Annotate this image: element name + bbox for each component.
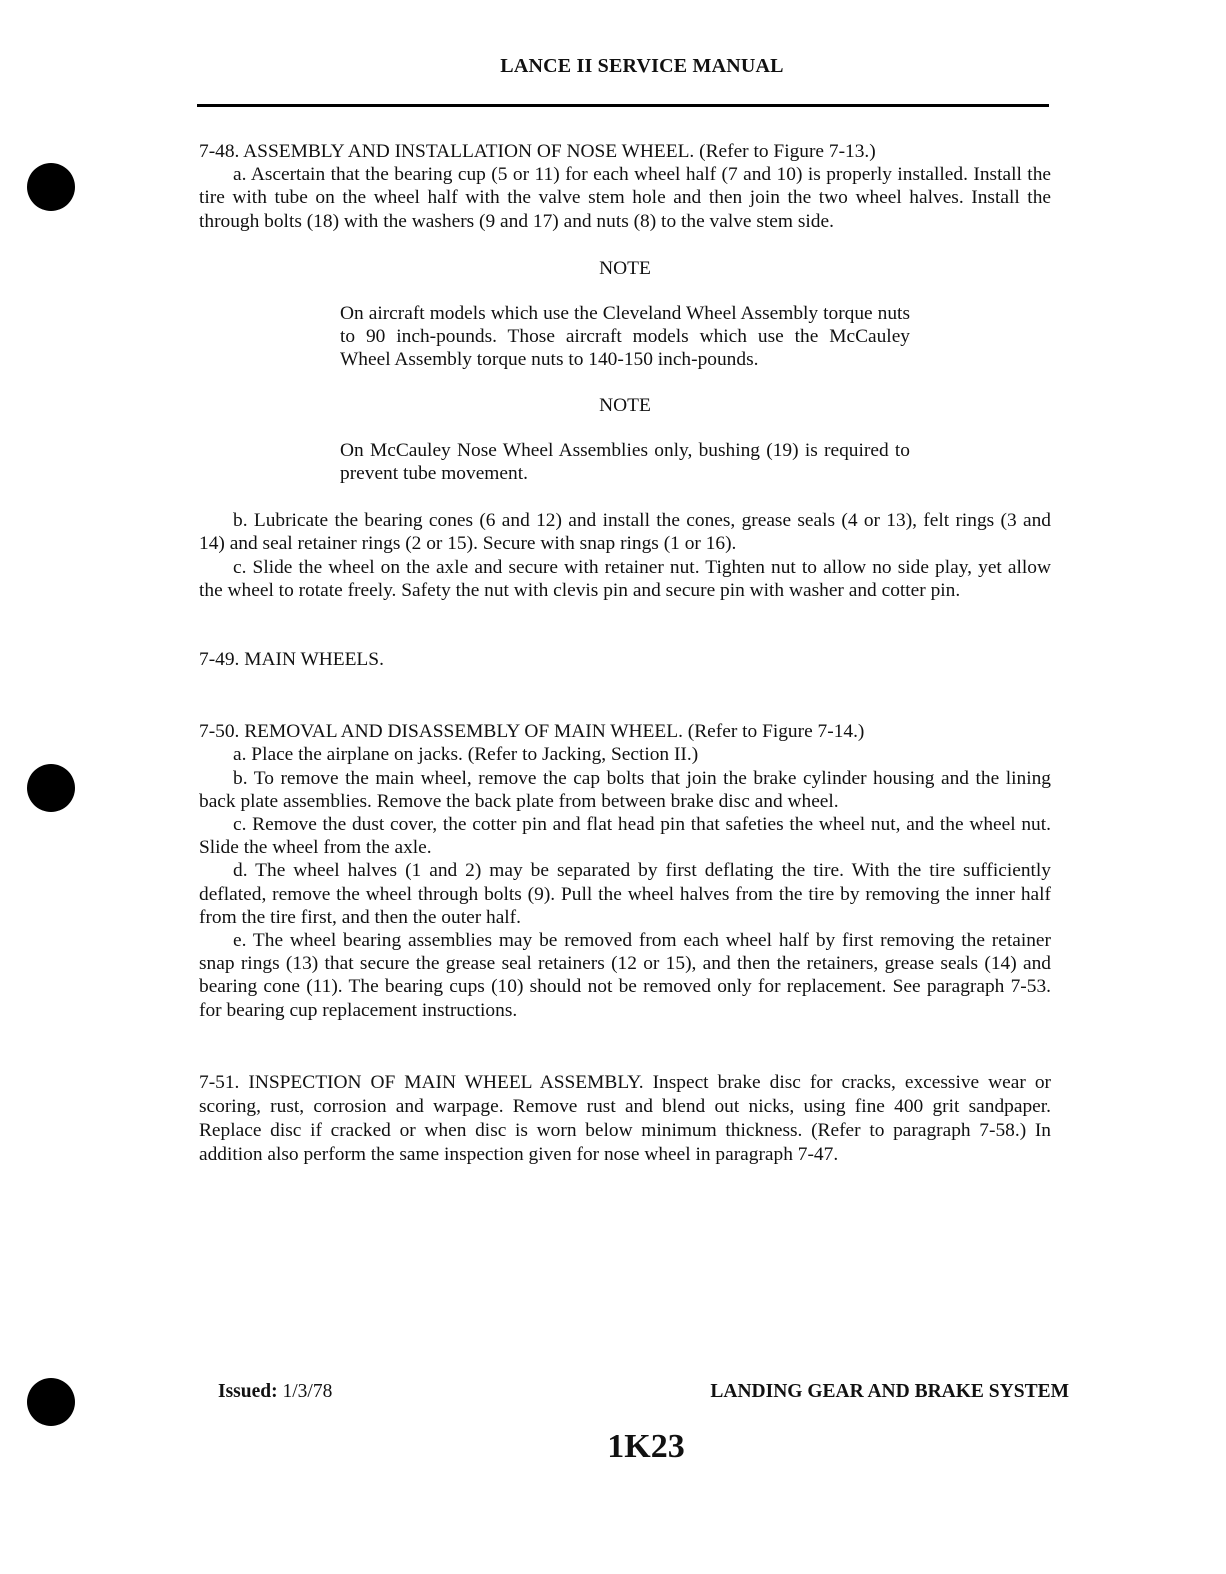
issued-label: Issued: — [218, 1381, 278, 1402]
page-body — [199, 140, 1051, 1186]
note-label: NOTE — [599, 394, 651, 416]
issued-date-line — [218, 1381, 332, 1403]
section-7-50-step-a: a. Place the airplane on jacks. (Refer to Jacking, Section II.) — [233, 744, 699, 766]
page-number: 1K23 — [607, 1428, 685, 1465]
note-text-torque: On aircraft models which use the Cleveland Wheel Assembly torque nuts to 90 inch-pounds. Those aircraft models which use the McCauley Wheel Assembly torque nuts to 140-150 inch-pounds. — [340, 303, 910, 371]
section-7-49-heading: 7-49. MAIN WHEELS. — [199, 649, 384, 671]
section-7-50-step-b: b. To remove the main wheel, remove the cap bolts that join the brake cylinder housing and the lining back plate assemblies. Remove the back plate from between brake disc and wheel. — [199, 767, 1051, 812]
section-7-50-step-d: d. The wheel halves (1 and 2) may be separated by first deflating the tire. With the tire sufficiently deflated, remove the wheel through bolts (9). Pull the wheel halves from the tire by removing the inner half from the tire first, and then the outer half. — [199, 860, 1051, 928]
section-7-50-step-c: c. Remove the dust cover, the cotter pin and flat head pin that safeties the wheel nut, and the wheel nut. Slide the wheel from the axle. — [199, 814, 1051, 859]
section-7-48-step-b: b. Lubricate the bearing cones (6 and 12) and install the cones, grease seals (4 or 13), felt rings (3 and 14) and seal retainer rings (2 or 15). Secure with snap rings (1 or 16). — [199, 510, 1051, 555]
binder-hole-middle — [27, 764, 75, 812]
section-7-48-step-a: a. Ascertain that the bearing cup (5 or 11) for each wheel half (7 and 10) is properly installed. Install the tire with tube on the wheel half with the valve stem hole and then join the two wheel halves. Install the through bolts (18) with the washers (9 and 17) and nuts (8) to the valve stem side. — [199, 164, 1051, 232]
section-7-50-step-e: e. The wheel bearing assemblies may be removed from each wheel half by first removing the retainer snap rings (13) that secure the grease seal retainers (12 or 15), and then the retainers, grease seals (14) and bearing cone (11). The bearing cups (10) should not be removed only for replacement. See paragraph 7-53. for bearing cup replacement instructions. — [199, 930, 1051, 1021]
section-7-51-text: 7-51. INSPECTION OF MAIN WHEEL ASSEMBLY. Inspect brake disc for cracks, excessive wear or scoring, rust, corrosion and warpage. Remove rust and blend out nicks, using fine 400 grit sandpaper. Replace disc if cracked or when disc is worn below minimum thickness. (Refer to paragraph 7-58.) In addition also perform the same inspection given for nose wheel in paragraph 7-47. — [199, 1071, 1051, 1165]
note-label: NOTE — [599, 257, 651, 279]
header-rule — [197, 104, 1049, 107]
issued-date: 1/3/78 — [282, 1381, 333, 1402]
section-7-50-heading: 7-50. REMOVAL AND DISASSEMBLY OF MAIN WHEEL. (Refer to Figure 7-14.) — [199, 721, 865, 743]
binder-hole-bottom — [27, 1378, 75, 1426]
note-text-bushing: On McCauley Nose Wheel Assemblies only, bushing (19) is required to prevent tube movement. — [340, 439, 910, 485]
binder-hole-top — [27, 163, 75, 211]
manual-title: LANCE II SERVICE MANUAL — [500, 55, 784, 77]
section-7-48-heading: 7-48. ASSEMBLY AND INSTALLATION OF NOSE WHEEL. (Refer to Figure 7-13.) — [199, 141, 876, 162]
section-7-48-step-c: c. Slide the wheel on the axle and secure with retainer nut. Tighten nut to allow no side play, yet allow the wheel to rotate freely. Safety the nut with clevis pin and secure pin with washer and cotter pin. — [199, 556, 1051, 601]
footer-section-title: LANDING GEAR AND BRAKE SYSTEM — [710, 1381, 1069, 1402]
